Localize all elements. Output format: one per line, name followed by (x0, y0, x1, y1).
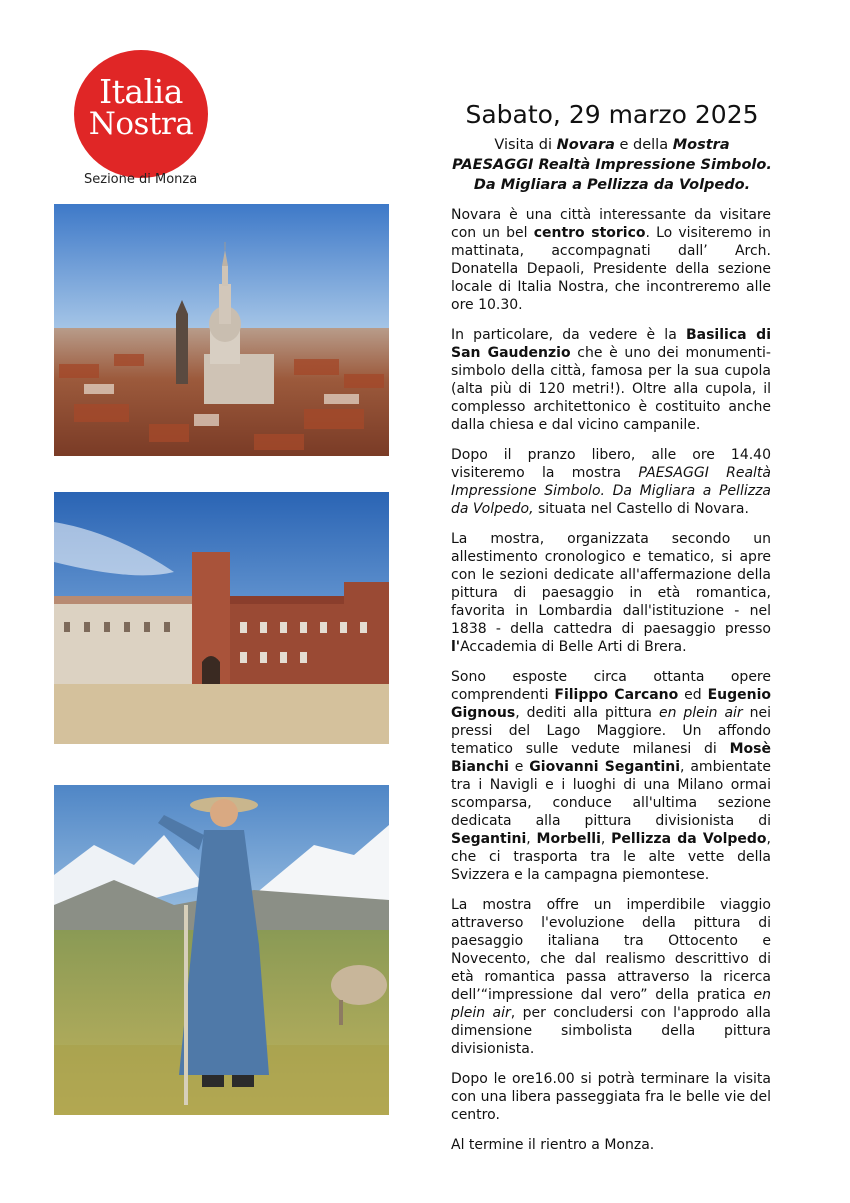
event-date: Sabato, 29 marzo 2025 (465, 100, 759, 129)
header-line-2: PAESAGGI Realtà Impressione Simbolo. (452, 157, 772, 173)
header-novara: Novara (556, 137, 615, 153)
logo-text-italia: Italia (99, 72, 183, 111)
logo-text-nostra: Nostra (88, 106, 194, 142)
paragraph-7: Dopo le ore16.00 si potrà terminare la visita con una libera passeggiata fra le belle vie del centro. (451, 1071, 771, 1123)
castello-novara-photo (54, 492, 389, 744)
paragraph-6: La mostra offre un imperdibile viaggio attraverso l'evoluzione della pittura di paesaggio italiana tra Ottocento e Novecento, che dal realismo descrittivo di età romantica passa attraverso la ricerca dell’“impressione dal vero” della pratica en plein air, per concludersi con l'approdo alla dimensione simbolista della pittura divisionista. (451, 897, 772, 1057)
paragraph-2: In particolare, da vedere è la Basilica di San Gaudenzio che è uno dei monumenti-simbolo della città, famosa per la sua cupola (alta più di 120 metri!). Oltre alla cupola, il complesso architettonico è costituito anche dalla chiesa e dal vicino campanile. (451, 327, 771, 433)
segantini-painting-photo (54, 785, 389, 1115)
event-description (451, 206, 771, 1166)
header-mostra: Mostra (672, 137, 730, 153)
paragraph-4: La mostra, organizzata secondo un allestimento cronologico e tematico, si apre con le sezioni dedicate all'affermazione della pittura di paesaggio in età romantica, favorita in Lombardia dall'istituzione - nel 1838 - della cattedra di paesaggio presso l'Accademia di Belle Arti di Brera. (451, 531, 771, 655)
paragraph-3: Dopo il pranzo libero, alle ore 14.40 visiteremo la mostra PAESAGGI Realtà Impressione Simbolo. Da Migliara a Pellizza da Volpedo, situata nel Castello di Novara. (451, 447, 771, 517)
event-header (442, 100, 782, 195)
paragraph-1: Novara è una città interessante da visitare con un bel centro storico. Lo visiteremo in mattinata, accompagnati dall’ Arch. Donatella Depaoli, Presidente della sezione locale di Italia Nostra, che incontreremo alle ore 10.30. (451, 207, 771, 313)
italia-nostra-logo (60, 42, 220, 194)
logo-subtitle: Sezione di Monza (84, 172, 198, 187)
novara-city-photo (54, 204, 389, 456)
header-line-3: Da Migliara a Pellizza da Volpedo. (473, 177, 751, 193)
paragraph-8: Al termine il rientro a Monza. (451, 1137, 655, 1153)
paragraph-5: Sono esposte circa ottanta opere comprendenti Filippo Carcano ed Eugenio Gignous, dediti alla pittura en plein air nei pressi del Lago Maggiore. Un affondo tematico sulle vedute milanesi di Mosè Bianchi e Giovanni Segantini, ambientate tra i Navigli e i luoghi di una Milano ormai scomparsa, conduce all'ultima sezione dedicata alla pittura divisionista di Segantini, Morbelli, Pellizza da Volpedo, che ci trasporta tra le alte vette della Svizzera e la campagna piemontese. (451, 669, 772, 883)
header-line-1: Visita di Novara e della Mostra (494, 137, 730, 153)
